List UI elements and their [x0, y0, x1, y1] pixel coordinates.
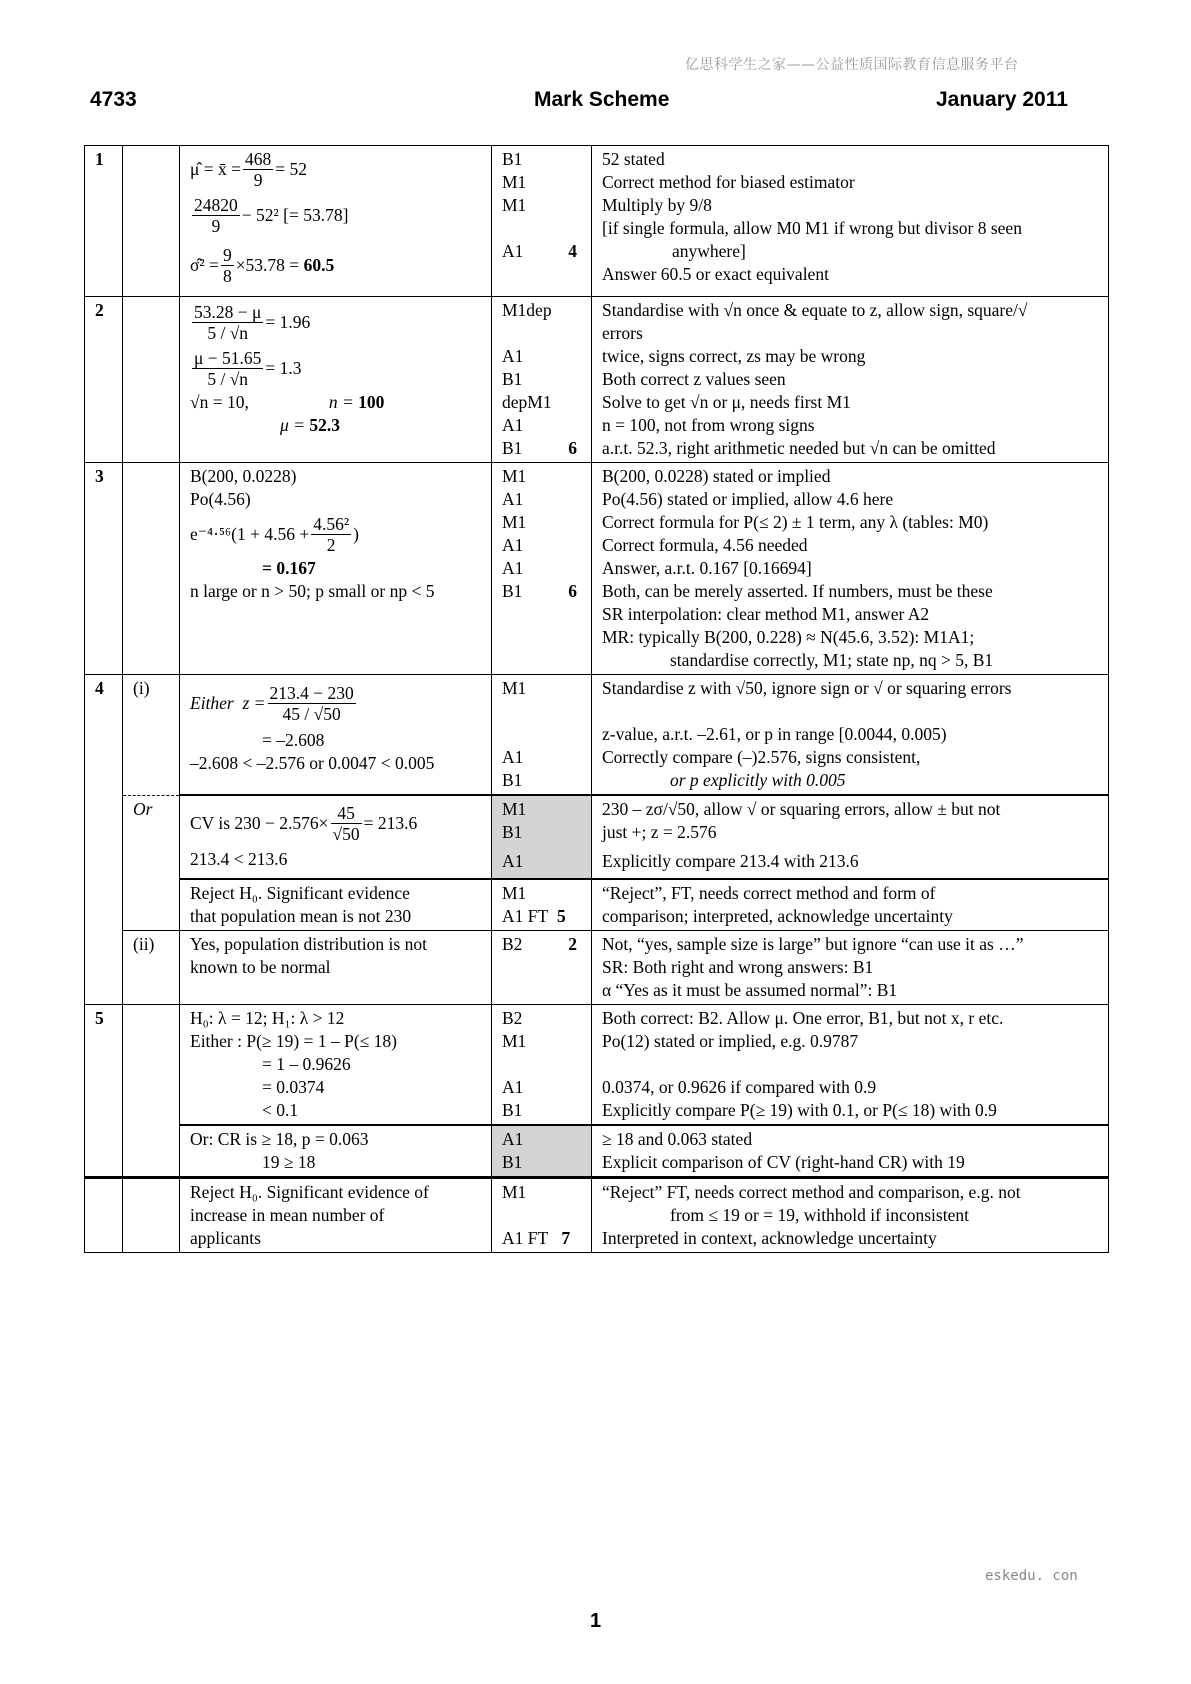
mark: A1	[502, 1077, 524, 1097]
note: Both, can be merely asserted. If numbers, must be these	[602, 581, 993, 601]
denominator: 5 / √n	[207, 368, 249, 389]
working-cell	[180, 879, 492, 931]
question-5-or-row	[85, 1125, 1109, 1178]
numerator: 24820	[194, 194, 238, 215]
note: SR interpolation: clear method M1, answer A2	[602, 604, 930, 624]
working-cell	[180, 1005, 492, 1126]
notes-cell	[592, 463, 1109, 675]
fraction	[331, 803, 362, 844]
note: or p explicitly with 0.005	[670, 770, 846, 790]
question-3-row	[85, 463, 1109, 675]
page-number: 1	[590, 1610, 602, 1632]
fraction	[268, 683, 356, 724]
note	[602, 700, 1102, 723]
or-label: Or	[123, 795, 180, 879]
part-cell	[123, 1125, 180, 1178]
mark: A1	[502, 489, 524, 509]
note: Correct formula for P(≤ 2) ± 1 term, any λ (tables: M0)	[602, 512, 989, 532]
part-cell	[123, 1178, 180, 1253]
mark-line	[502, 580, 585, 603]
marks-cell	[492, 463, 592, 675]
part-label: (i)	[123, 675, 180, 796]
math-text: = 1.3	[265, 357, 302, 378]
note: Interpreted in context, acknowledge uncertainty	[602, 1228, 937, 1248]
mark	[502, 322, 585, 345]
mark: B1	[502, 822, 523, 842]
numerator: 9	[222, 244, 232, 265]
math-line	[190, 299, 485, 345]
note: z-value, a.r.t. –2.61, or p in range [0.0044, 0.005)	[602, 724, 947, 744]
note: Answer 60.5 or exact equivalent	[602, 264, 829, 284]
note: a.r.t. 52.3, right arithmetic needed but √n can be omitted	[602, 438, 996, 458]
question-4-conclusion-row	[85, 879, 1109, 931]
math-text: z =	[242, 692, 266, 713]
mark-line	[502, 437, 585, 460]
mark: M1dep	[502, 300, 552, 320]
denominator: 5 / √n	[207, 322, 249, 343]
question-number-cell	[85, 1125, 123, 1178]
math-line	[190, 345, 485, 391]
fraction	[221, 245, 234, 286]
mark-line	[502, 905, 585, 928]
mark: A1	[502, 415, 524, 435]
mark	[502, 1204, 585, 1227]
working-line: H₀: λ = 12; H₁: λ > 12	[190, 1008, 345, 1028]
mark: A1	[502, 1129, 524, 1149]
numerator: 4.56²	[313, 513, 350, 534]
note: anywhere]	[672, 241, 746, 261]
part-cell	[123, 879, 180, 931]
note: “Reject”, FT, needs correct method and form of	[602, 883, 936, 903]
denominator: 9	[211, 215, 221, 236]
notes-cell	[592, 1178, 1109, 1253]
working-cell	[180, 463, 492, 675]
math-text: μ̂ = x̄ =	[190, 158, 241, 179]
total-marks: 2	[568, 934, 577, 954]
note: 0.0374, or 0.9626 if compared with 0.9	[602, 1077, 877, 1097]
question-number: 3	[85, 463, 123, 675]
note: SR: Both right and wrong answers: B1	[602, 957, 874, 977]
mark: B2	[502, 1008, 523, 1028]
mark-line	[502, 1227, 585, 1250]
math-text: ×53.78 =	[235, 254, 300, 275]
mark: M1	[502, 883, 527, 903]
mark: B1	[502, 438, 523, 458]
paper-code: 4733	[90, 88, 137, 111]
notes-cell	[592, 297, 1109, 463]
note: Correct method for biased estimator	[602, 172, 855, 192]
fraction	[192, 348, 263, 389]
exam-date: January 2011	[936, 88, 1068, 111]
note: comparison; interpreted, acknowledge uncertainty	[602, 906, 953, 926]
marks-cell	[492, 297, 592, 463]
note	[602, 1053, 1102, 1076]
working-line: known to be normal	[190, 957, 331, 977]
mark: B2	[502, 934, 523, 954]
answer: = 0.167	[262, 558, 316, 578]
note: Explicitly compare P(≥ 19) with 0.1, or P(≤ 18) with 0.9	[602, 1100, 997, 1120]
note: from ≤ 19 or = 19, withhold if inconsistent	[670, 1205, 969, 1225]
note: twice, signs correct, zs may be wrong	[602, 346, 866, 366]
question-5-either-row	[85, 1005, 1109, 1126]
mark: M1	[502, 1031, 527, 1051]
working-line: increase in mean number of	[190, 1205, 385, 1225]
question-number-cell	[85, 1178, 123, 1253]
marks-cell	[492, 675, 592, 796]
part-cell	[123, 146, 180, 297]
fraction	[311, 514, 351, 555]
math-text: )	[353, 523, 359, 544]
working-cell	[180, 1125, 492, 1178]
math-text: e⁻⁴·⁵⁶(1 + 4.56 +	[190, 523, 310, 544]
marks-cell	[492, 931, 592, 1005]
numerator: μ − 51.65	[194, 347, 262, 368]
note: Po(12) stated or implied, e.g. 0.9787	[602, 1031, 859, 1051]
math-text: = 1.96	[265, 311, 311, 332]
mark	[502, 723, 585, 746]
working-line: Yes, population distribution is not	[190, 934, 427, 954]
notes-cell	[592, 879, 1109, 931]
denominator: √50	[332, 823, 360, 844]
mark-line	[502, 240, 585, 263]
watermark-top: 亿思科学生之家——公益性质国际教育信息服务平台	[685, 57, 1019, 73]
working-line: < 0.1	[262, 1100, 299, 1120]
working-line: B(200, 0.0228)	[190, 466, 297, 486]
note: Standardise with √n once & equate to z, allow sign, square/√	[602, 300, 1028, 320]
watermark-bottom: eskedu. con	[985, 1568, 1078, 1584]
mark-line	[502, 933, 585, 956]
math-line	[190, 511, 485, 557]
note: n = 100, not from wrong signs	[602, 415, 815, 435]
note: just +; z = 2.576	[602, 822, 717, 842]
math-text: n =	[328, 392, 359, 412]
total-marks: 6	[568, 581, 577, 601]
question-2-row	[85, 297, 1109, 463]
numerator: 468	[245, 148, 272, 169]
note: B(200, 0.0228) stated or implied	[602, 466, 831, 486]
notes-cell	[592, 795, 1109, 879]
mark: depM1	[502, 392, 552, 412]
working-cell	[180, 675, 492, 796]
mark: B1	[502, 1100, 523, 1120]
working-line: Reject H₀. Significant evidence of	[190, 1182, 429, 1202]
mark-scheme-table	[84, 145, 1109, 1253]
notes-cell	[592, 675, 1109, 796]
mark: A1	[502, 241, 524, 261]
working-line: that population mean is not 230	[190, 906, 412, 926]
numerator: 53.28 − μ	[194, 301, 262, 322]
working-cell	[180, 146, 492, 297]
total-marks: 6	[568, 438, 577, 458]
math-line	[190, 677, 485, 729]
note: Explicit comparison of CV (right-hand CR) with 19	[602, 1152, 965, 1172]
mark: A1	[502, 558, 524, 578]
math-text: − 52² [= 53.78]	[241, 204, 349, 225]
math-text: = 213.6	[363, 812, 418, 833]
working-line: = 0.0374	[262, 1077, 325, 1097]
fraction	[192, 195, 240, 236]
note: Solve to get √n or μ, needs first M1	[602, 392, 851, 412]
note: Standardise z with √50, ignore sign or √ or squaring errors	[602, 678, 1012, 698]
mark: A1	[502, 851, 524, 871]
mark: A1	[502, 535, 524, 555]
mark	[502, 1053, 585, 1076]
total-marks: 5	[556, 906, 566, 926]
note: “Reject” FT, needs correct method and comparison, e.g. not	[602, 1182, 1021, 1202]
part-cell	[123, 297, 180, 463]
question-4-part-ii-row	[85, 931, 1109, 1005]
math-text: 230 − 2.576×	[234, 812, 329, 833]
working-cell	[180, 795, 492, 879]
note: MR: typically B(200, 0.228) ≈ N(45.6, 3.52): M1A1;	[602, 627, 975, 647]
note: Po(4.56) stated or implied, allow 4.6 here	[602, 489, 894, 509]
math-line	[190, 798, 485, 848]
total-marks: 7	[561, 1228, 571, 1248]
math-line	[190, 148, 485, 190]
math-text: μ =	[280, 415, 310, 435]
mark: M1	[502, 678, 527, 698]
working-line: Po(4.56)	[190, 489, 251, 509]
mark	[502, 700, 585, 723]
question-number-cell	[85, 795, 123, 879]
answer: 52.3	[309, 415, 340, 435]
working-cell	[180, 1178, 492, 1253]
math-line	[190, 414, 485, 437]
note: 230 – zσ/√50, allow √ or squaring errors, allow ± but not	[602, 799, 1001, 819]
marks-cell	[492, 1178, 592, 1253]
question-number-cell	[85, 931, 123, 1005]
question-number: 5	[85, 1005, 123, 1126]
math-line	[190, 190, 485, 240]
note: Answer, a.r.t. 0.167 [0.16694]	[602, 558, 812, 578]
question-number: 1	[85, 146, 123, 297]
fraction	[192, 302, 263, 343]
page-title: Mark Scheme	[534, 88, 670, 111]
mark: M1	[502, 512, 527, 532]
note: standardise correctly, M1; state np, nq > 5, B1	[670, 650, 994, 670]
question-1-row	[85, 146, 1109, 297]
note: 52 stated	[602, 149, 665, 169]
numerator: 213.4 − 230	[269, 682, 354, 703]
mark: M1	[502, 195, 527, 215]
notes-cell	[592, 1005, 1109, 1126]
marks-cell	[492, 1005, 592, 1126]
answer: 60.5	[303, 254, 335, 275]
mark: A1	[502, 346, 524, 366]
question-number: 2	[85, 297, 123, 463]
mark: B1	[502, 1152, 523, 1172]
working-cell	[180, 931, 492, 1005]
mark: M1	[502, 172, 527, 192]
mark: A1 FT	[502, 1228, 549, 1248]
fraction	[243, 149, 273, 190]
math-text: CV is	[190, 812, 231, 833]
mark: M1	[502, 799, 527, 819]
working-line: Reject H₀. Significant evidence	[190, 883, 410, 903]
question-4-or-row	[85, 795, 1109, 879]
denominator: 9	[253, 169, 263, 190]
total-marks: 4	[568, 241, 577, 261]
math-text: σ̂² =	[190, 254, 219, 275]
working-line: n large or n > 50; p small or np < 5	[190, 581, 435, 601]
question-4-either-row	[85, 675, 1109, 796]
denominator: 8	[222, 265, 232, 286]
working-line: = 1 – 0.9626	[262, 1054, 351, 1074]
mark: A1 FT	[502, 906, 549, 926]
note: Both correct z values seen	[602, 369, 786, 389]
marks-cell	[492, 1125, 592, 1178]
note: Not, “yes, sample size is large” but ignore “can use it as …”	[602, 934, 1024, 954]
note: Correct formula, 4.56 needed	[602, 535, 808, 555]
math-text: Either	[190, 692, 234, 713]
mark: B1	[502, 581, 523, 601]
part-cell	[123, 1005, 180, 1126]
working-line: Or: CR is ≥ 18, p = 0.063	[190, 1129, 369, 1149]
denominator: 45 / √50	[282, 703, 341, 724]
math-text: = 52	[275, 158, 307, 179]
question-number-cell	[85, 879, 123, 931]
note: α “Yes as it must be assumed normal”: B1	[602, 980, 898, 1000]
note: ≥ 18 and 0.063 stated	[602, 1129, 753, 1149]
note: errors	[602, 323, 643, 343]
note: Explicitly compare 213.4 with 213.6	[602, 851, 859, 871]
mark: M1	[502, 1182, 527, 1202]
working-line: 19 ≥ 18	[262, 1152, 316, 1172]
working-line: = –2.608	[262, 730, 325, 750]
question-5-conclusion-row	[85, 1178, 1109, 1253]
marks-cell	[492, 879, 592, 931]
mark: A1	[502, 747, 524, 767]
mark: B1	[502, 770, 523, 790]
numerator: 45	[331, 803, 362, 824]
working-line: Either : P(≥ 19) = 1 – P(≤ 18)	[190, 1031, 397, 1051]
answer: 100	[358, 392, 385, 412]
notes-cell	[592, 146, 1109, 297]
note: Multiply by 9/8	[602, 195, 712, 215]
marks-cell	[492, 795, 592, 879]
part-cell	[123, 463, 180, 675]
note: [if single formula, allow M0 M1 if wrong but divisor 8 seen	[602, 218, 1022, 238]
working-line: –2.608 < –2.576 or 0.0047 < 0.005	[190, 753, 435, 773]
mark: B1	[502, 149, 523, 169]
mark	[502, 217, 585, 240]
working-cell	[180, 297, 492, 463]
math-line	[190, 391, 485, 414]
note: Correctly compare (–)2.576, signs consistent,	[602, 747, 921, 767]
question-number: 4	[85, 675, 123, 796]
denominator: 2	[326, 534, 336, 555]
working-line: applicants	[190, 1228, 261, 1248]
notes-cell	[592, 931, 1109, 1005]
marks-cell	[492, 146, 592, 297]
part-label: (ii)	[123, 931, 180, 1005]
math-line	[190, 240, 485, 290]
note: Both correct: B2. Allow μ. One error, B1, but not x, r etc.	[602, 1008, 1004, 1028]
math-text: √n = 10,	[190, 392, 249, 412]
mark: B1	[502, 369, 523, 389]
notes-cell	[592, 1125, 1109, 1178]
working-line: 213.4 < 213.6	[190, 849, 288, 869]
mark: M1	[502, 466, 527, 486]
